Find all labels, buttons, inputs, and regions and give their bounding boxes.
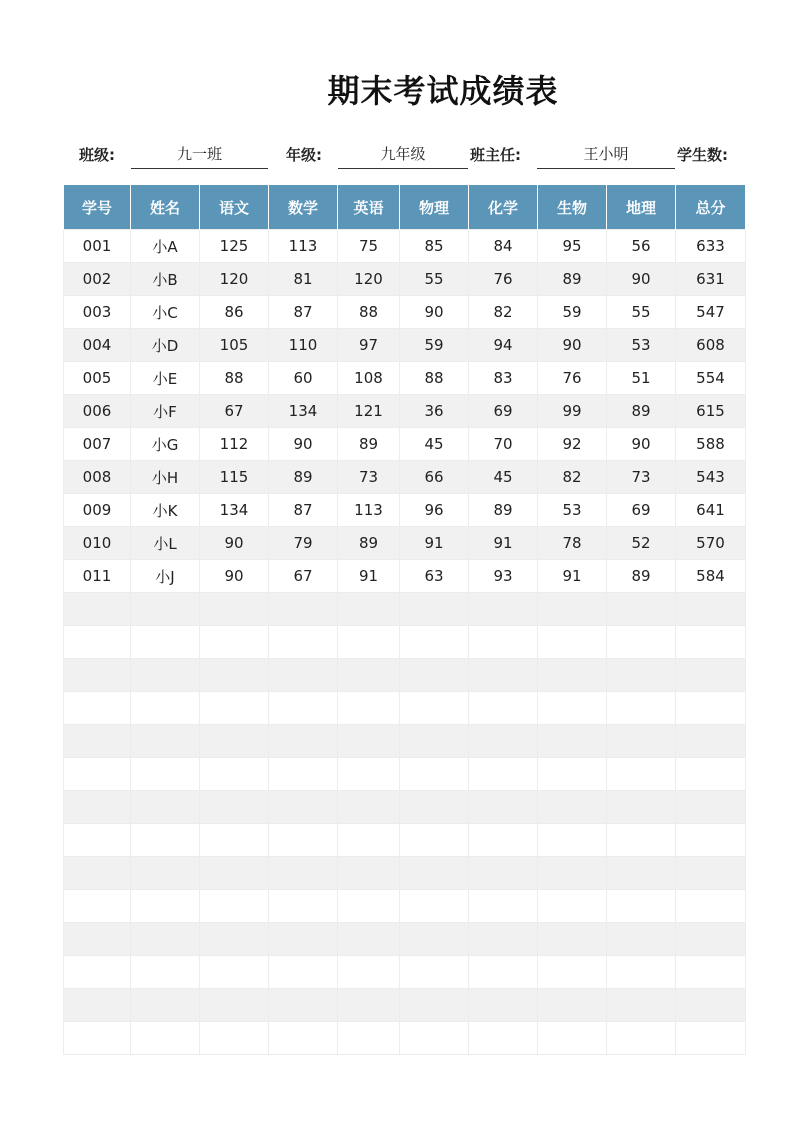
table-cell[interactable] [338, 593, 400, 626]
table-cell[interactable] [200, 989, 269, 1022]
table-cell[interactable]: 83 [469, 362, 538, 395]
table-cell[interactable] [338, 659, 400, 692]
table-cell[interactable] [200, 923, 269, 956]
table-cell[interactable] [538, 626, 607, 659]
table-cell[interactable]: 86 [200, 296, 269, 329]
table-cell[interactable] [607, 857, 676, 890]
table-cell[interactable]: 91 [538, 560, 607, 593]
grades-table [63, 185, 746, 1055]
table-row [64, 758, 746, 791]
table-cell[interactable] [269, 956, 338, 989]
table-cell[interactable] [538, 791, 607, 824]
table-cell[interactable]: 90 [200, 527, 269, 560]
table-cell[interactable] [469, 923, 538, 956]
table-cell[interactable]: 121 [338, 395, 400, 428]
table-cell[interactable]: 001 [64, 230, 131, 263]
table-row [64, 659, 746, 692]
table-cell[interactable] [676, 890, 746, 923]
table-cell[interactable] [469, 989, 538, 1022]
table-cell[interactable] [64, 791, 131, 824]
table-row [64, 230, 746, 263]
table-cell[interactable] [131, 824, 200, 857]
table-cell[interactable]: 633 [676, 230, 746, 263]
table-row [64, 692, 746, 725]
table-cell[interactable] [469, 890, 538, 923]
table-cell[interactable] [269, 989, 338, 1022]
table-cell[interactable]: 52 [607, 527, 676, 560]
table-cell[interactable] [469, 1022, 538, 1055]
class-field[interactable]: 九一班 [131, 142, 268, 169]
table-cell[interactable] [131, 593, 200, 626]
table-cell[interactable]: 小A [131, 230, 200, 263]
table-row [64, 494, 746, 527]
table-row [64, 956, 746, 989]
table-cell[interactable] [64, 890, 131, 923]
table-cell[interactable] [538, 725, 607, 758]
table-cell[interactable]: 76 [469, 263, 538, 296]
table-cell[interactable]: 002 [64, 263, 131, 296]
table-cell[interactable] [338, 1022, 400, 1055]
table-row [64, 428, 746, 461]
table-cell[interactable]: 89 [607, 395, 676, 428]
table-cell[interactable] [338, 692, 400, 725]
teacher-field[interactable]: 王小明 [537, 142, 675, 169]
table-cell[interactable] [64, 989, 131, 1022]
table-row [64, 329, 746, 362]
table-cell[interactable] [131, 791, 200, 824]
column-header: 学号 [64, 185, 131, 230]
table-cell[interactable]: 55 [400, 263, 469, 296]
column-header: 生物 [538, 185, 607, 230]
table-cell[interactable] [469, 791, 538, 824]
table-cell[interactable] [400, 758, 469, 791]
table-cell[interactable]: 91 [338, 560, 400, 593]
table-cell[interactable]: 84 [469, 230, 538, 263]
table-cell[interactable] [676, 791, 746, 824]
table-cell[interactable] [538, 692, 607, 725]
table-cell[interactable]: 108 [338, 362, 400, 395]
table-cell[interactable]: 69 [469, 395, 538, 428]
table-cell[interactable] [338, 791, 400, 824]
table-cell[interactable]: 55 [607, 296, 676, 329]
table-cell[interactable]: 53 [538, 494, 607, 527]
table-cell[interactable] [400, 989, 469, 1022]
table-cell[interactable]: 125 [200, 230, 269, 263]
table-cell[interactable]: 99 [538, 395, 607, 428]
table-cell[interactable] [469, 758, 538, 791]
table-cell[interactable] [469, 692, 538, 725]
grade-field[interactable]: 九年级 [338, 142, 468, 169]
table-cell[interactable]: 554 [676, 362, 746, 395]
table-cell[interactable] [400, 824, 469, 857]
table-cell[interactable] [607, 626, 676, 659]
table-cell[interactable]: 89 [607, 560, 676, 593]
table-cell[interactable]: 69 [607, 494, 676, 527]
table-cell[interactable] [64, 824, 131, 857]
table-cell[interactable] [64, 593, 131, 626]
class-info-bar [63, 142, 745, 172]
table-cell[interactable]: 89 [269, 461, 338, 494]
table-cell[interactable] [676, 857, 746, 890]
table-cell[interactable]: 59 [538, 296, 607, 329]
table-cell[interactable] [400, 593, 469, 626]
table-cell[interactable]: 120 [338, 263, 400, 296]
table-row [64, 989, 746, 1022]
table-cell[interactable]: 88 [338, 296, 400, 329]
table-cell[interactable] [200, 1022, 269, 1055]
table-cell[interactable]: 92 [538, 428, 607, 461]
table-cell[interactable]: 53 [607, 329, 676, 362]
table-cell[interactable] [200, 890, 269, 923]
table-cell[interactable] [131, 626, 200, 659]
table-cell[interactable]: 82 [469, 296, 538, 329]
table-cell[interactable]: 小B [131, 263, 200, 296]
table-cell[interactable] [338, 824, 400, 857]
table-cell[interactable] [64, 956, 131, 989]
table-cell[interactable]: 45 [400, 428, 469, 461]
table-cell[interactable]: 73 [338, 461, 400, 494]
table-row [64, 362, 746, 395]
table-cell[interactable] [538, 593, 607, 626]
table-cell[interactable]: 90 [400, 296, 469, 329]
table-cell[interactable]: 85 [400, 230, 469, 263]
table-cell[interactable] [469, 659, 538, 692]
table-cell[interactable]: 89 [338, 527, 400, 560]
table-cell[interactable] [400, 923, 469, 956]
table-cell[interactable] [607, 659, 676, 692]
table-cell[interactable]: 小E [131, 362, 200, 395]
table-cell[interactable] [607, 923, 676, 956]
table-cell[interactable]: 009 [64, 494, 131, 527]
table-cell[interactable]: 90 [269, 428, 338, 461]
table-cell[interactable]: 67 [200, 395, 269, 428]
table-cell[interactable] [131, 923, 200, 956]
table-cell[interactable]: 87 [269, 296, 338, 329]
table-cell[interactable] [538, 857, 607, 890]
table-cell[interactable]: 94 [469, 329, 538, 362]
column-header: 英语 [338, 185, 400, 230]
column-header: 地理 [607, 185, 676, 230]
column-header: 总分 [676, 185, 746, 230]
table-cell[interactable]: 78 [538, 527, 607, 560]
table-cell[interactable]: 88 [400, 362, 469, 395]
table-cell[interactable]: 小G [131, 428, 200, 461]
table-cell[interactable] [200, 692, 269, 725]
table-cell[interactable] [269, 758, 338, 791]
table-row [64, 725, 746, 758]
table-cell[interactable] [64, 725, 131, 758]
table-cell[interactable] [269, 791, 338, 824]
table-row [64, 296, 746, 329]
table-cell[interactable] [538, 956, 607, 989]
table-cell[interactable] [269, 593, 338, 626]
table-cell[interactable]: 90 [538, 329, 607, 362]
table-cell[interactable] [607, 692, 676, 725]
column-header: 语文 [200, 185, 269, 230]
table-row [64, 527, 746, 560]
table-cell[interactable] [269, 890, 338, 923]
table-cell[interactable] [338, 890, 400, 923]
table-cell[interactable]: 006 [64, 395, 131, 428]
table-cell[interactable] [538, 758, 607, 791]
table-cell[interactable]: 96 [400, 494, 469, 527]
table-cell[interactable] [269, 923, 338, 956]
table-cell[interactable]: 105 [200, 329, 269, 362]
page-title: 期末考试成绩表 [327, 72, 559, 110]
table-cell[interactable] [269, 692, 338, 725]
table-cell[interactable] [338, 758, 400, 791]
table-cell[interactable]: 007 [64, 428, 131, 461]
table-cell[interactable]: 115 [200, 461, 269, 494]
table-header-row [64, 185, 746, 230]
table-cell[interactable] [200, 725, 269, 758]
table-cell[interactable] [64, 692, 131, 725]
table-cell[interactable] [131, 758, 200, 791]
table-cell[interactable]: 113 [338, 494, 400, 527]
table-cell[interactable]: 小L [131, 527, 200, 560]
table-cell[interactable] [538, 824, 607, 857]
table-cell[interactable] [131, 692, 200, 725]
table-cell[interactable] [676, 692, 746, 725]
table-row [64, 923, 746, 956]
table-cell[interactable]: 89 [469, 494, 538, 527]
table-cell[interactable]: 82 [538, 461, 607, 494]
table-cell[interactable] [269, 857, 338, 890]
table-cell[interactable]: 641 [676, 494, 746, 527]
table-cell[interactable] [400, 791, 469, 824]
table-cell[interactable] [607, 758, 676, 791]
table-cell[interactable]: 51 [607, 362, 676, 395]
table-cell[interactable] [131, 890, 200, 923]
table-cell[interactable] [338, 725, 400, 758]
table-cell[interactable] [607, 824, 676, 857]
table-cell[interactable]: 91 [469, 527, 538, 560]
table-cell[interactable] [469, 626, 538, 659]
table-cell[interactable]: 90 [607, 263, 676, 296]
table-cell[interactable]: 004 [64, 329, 131, 362]
table-cell[interactable]: 小K [131, 494, 200, 527]
table-cell[interactable] [400, 725, 469, 758]
table-row [64, 560, 746, 593]
table-cell[interactable] [676, 659, 746, 692]
table-cell[interactable] [400, 1022, 469, 1055]
table-cell[interactable] [538, 659, 607, 692]
table-cell[interactable] [269, 1022, 338, 1055]
table-cell[interactable]: 小J [131, 560, 200, 593]
table-cell[interactable] [676, 626, 746, 659]
table-cell[interactable] [607, 989, 676, 1022]
table-cell[interactable] [131, 659, 200, 692]
table-row [64, 461, 746, 494]
table-cell[interactable] [131, 725, 200, 758]
table-cell[interactable]: 75 [338, 230, 400, 263]
table-cell[interactable]: 010 [64, 527, 131, 560]
table-cell[interactable] [469, 725, 538, 758]
table-cell[interactable]: 87 [269, 494, 338, 527]
table-cell[interactable] [607, 956, 676, 989]
table-cell[interactable]: 120 [200, 263, 269, 296]
table-cell[interactable] [676, 824, 746, 857]
table-cell[interactable] [131, 989, 200, 1022]
table-cell[interactable]: 113 [269, 230, 338, 263]
column-header: 化学 [469, 185, 538, 230]
table-cell[interactable] [200, 758, 269, 791]
table-cell[interactable] [338, 956, 400, 989]
table-cell[interactable]: 66 [400, 461, 469, 494]
table-cell[interactable] [400, 890, 469, 923]
table-cell[interactable]: 小F [131, 395, 200, 428]
table-cell[interactable] [676, 758, 746, 791]
table-cell[interactable]: 90 [200, 560, 269, 593]
table-cell[interactable] [64, 659, 131, 692]
table-cell[interactable] [200, 593, 269, 626]
table-cell[interactable] [64, 758, 131, 791]
table-cell[interactable]: 543 [676, 461, 746, 494]
table-cell[interactable] [469, 857, 538, 890]
table-cell[interactable]: 631 [676, 263, 746, 296]
table-cell[interactable]: 608 [676, 329, 746, 362]
table-cell[interactable] [269, 659, 338, 692]
table-cell[interactable] [269, 725, 338, 758]
table-cell[interactable] [676, 593, 746, 626]
table-cell[interactable] [64, 923, 131, 956]
table-cell[interactable] [131, 956, 200, 989]
table-cell[interactable]: 570 [676, 527, 746, 560]
column-header: 物理 [400, 185, 469, 230]
table-cell[interactable] [200, 791, 269, 824]
table-cell[interactable] [338, 923, 400, 956]
table-cell[interactable] [607, 725, 676, 758]
table-cell[interactable]: 67 [269, 560, 338, 593]
table-cell[interactable]: 60 [269, 362, 338, 395]
table-cell[interactable]: 134 [200, 494, 269, 527]
table-row [64, 857, 746, 890]
table-cell[interactable]: 547 [676, 296, 746, 329]
table-cell[interactable]: 63 [400, 560, 469, 593]
table-cell[interactable] [676, 725, 746, 758]
table-cell[interactable]: 小H [131, 461, 200, 494]
table-cell[interactable] [538, 989, 607, 1022]
table-cell[interactable] [200, 626, 269, 659]
table-cell[interactable]: 90 [607, 428, 676, 461]
table-cell[interactable]: 93 [469, 560, 538, 593]
table-cell[interactable] [676, 923, 746, 956]
table-cell[interactable]: 70 [469, 428, 538, 461]
table-cell[interactable]: 36 [400, 395, 469, 428]
table-cell[interactable]: 112 [200, 428, 269, 461]
table-cell[interactable]: 小D [131, 329, 200, 362]
table-cell[interactable]: 005 [64, 362, 131, 395]
table-row [64, 791, 746, 824]
table-cell[interactable] [200, 857, 269, 890]
table-cell[interactable] [338, 857, 400, 890]
table-cell[interactable] [676, 1022, 746, 1055]
table-cell[interactable] [607, 890, 676, 923]
table-row [64, 593, 746, 626]
table-cell[interactable] [200, 956, 269, 989]
table-cell[interactable] [64, 626, 131, 659]
table-cell[interactable] [469, 593, 538, 626]
table-cell[interactable]: 615 [676, 395, 746, 428]
table-cell[interactable]: 小C [131, 296, 200, 329]
table-cell[interactable]: 89 [338, 428, 400, 461]
table-cell[interactable]: 134 [269, 395, 338, 428]
table-cell[interactable] [400, 857, 469, 890]
table-cell[interactable] [269, 824, 338, 857]
table-cell[interactable]: 79 [269, 527, 338, 560]
table-cell[interactable]: 59 [400, 329, 469, 362]
table-cell[interactable] [400, 626, 469, 659]
table-cell[interactable] [131, 1022, 200, 1055]
table-cell[interactable] [338, 989, 400, 1022]
table-cell[interactable]: 89 [538, 263, 607, 296]
table-row [64, 626, 746, 659]
table-cell[interactable] [269, 626, 338, 659]
column-header: 姓名 [131, 185, 200, 230]
table-cell[interactable] [64, 1022, 131, 1055]
table-cell[interactable] [200, 659, 269, 692]
table-cell[interactable]: 88 [200, 362, 269, 395]
table-cell[interactable]: 95 [538, 230, 607, 263]
teacher-label: 班主任: [470, 146, 521, 164]
table-cell[interactable]: 110 [269, 329, 338, 362]
table-cell[interactable] [538, 1022, 607, 1055]
grade-label: 年级: [286, 146, 322, 164]
table-cell[interactable] [469, 824, 538, 857]
students-label: 学生数: [677, 146, 728, 164]
table-cell[interactable]: 45 [469, 461, 538, 494]
column-header: 数学 [269, 185, 338, 230]
table-cell[interactable]: 003 [64, 296, 131, 329]
table-cell[interactable] [338, 626, 400, 659]
class-label: 班级: [79, 146, 115, 164]
table-cell[interactable] [200, 824, 269, 857]
table-cell[interactable] [64, 857, 131, 890]
table-cell[interactable] [538, 890, 607, 923]
table-cell[interactable]: 91 [400, 527, 469, 560]
table-cell[interactable]: 584 [676, 560, 746, 593]
table-row [64, 824, 746, 857]
table-cell[interactable] [400, 659, 469, 692]
table-cell[interactable] [676, 956, 746, 989]
table-cell[interactable]: 011 [64, 560, 131, 593]
table-cell[interactable]: 56 [607, 230, 676, 263]
table-cell[interactable]: 73 [607, 461, 676, 494]
table-cell[interactable]: 008 [64, 461, 131, 494]
table-cell[interactable] [131, 857, 200, 890]
table-cell[interactable]: 81 [269, 263, 338, 296]
table-cell[interactable] [538, 923, 607, 956]
table-cell[interactable]: 76 [538, 362, 607, 395]
table-row [64, 395, 746, 428]
table-cell[interactable] [676, 989, 746, 1022]
table-cell[interactable] [469, 956, 538, 989]
table-cell[interactable] [400, 956, 469, 989]
table-row [64, 890, 746, 923]
table-cell[interactable]: 588 [676, 428, 746, 461]
table-cell[interactable] [607, 791, 676, 824]
table-cell[interactable] [400, 692, 469, 725]
table-cell[interactable]: 97 [338, 329, 400, 362]
table-cell[interactable] [607, 1022, 676, 1055]
table-row [64, 263, 746, 296]
table-cell[interactable] [607, 593, 676, 626]
table-row [64, 1022, 746, 1055]
